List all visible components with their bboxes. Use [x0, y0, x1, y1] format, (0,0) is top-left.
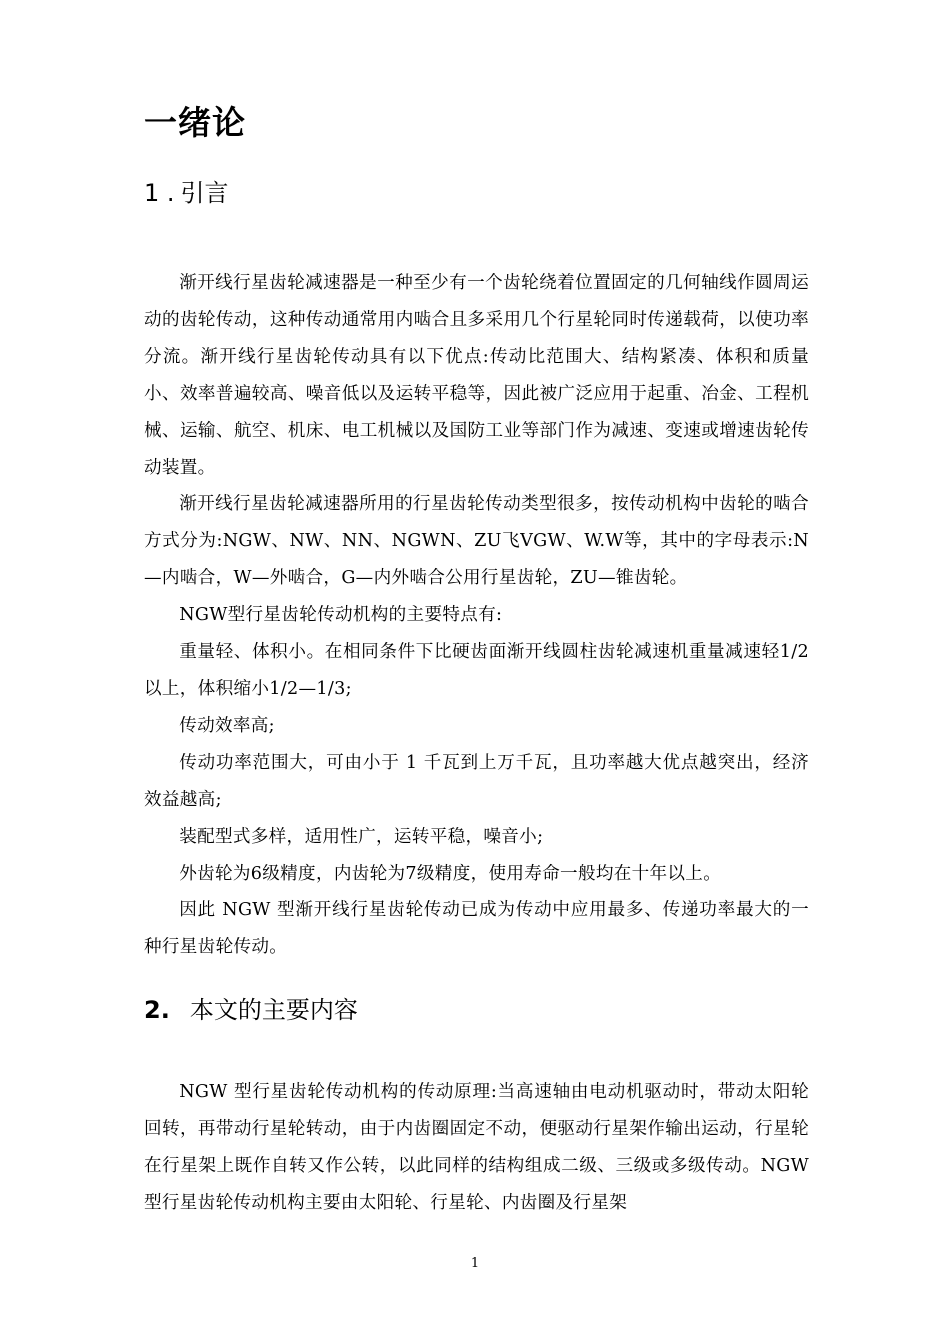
section-heading-main-content — [144, 993, 358, 1027]
paragraph: 渐开线行星齿轮减速器是一种至少有一个齿轮绕着位置固定的几何轴线作圆周运动的齿轮传动，这种传动通常用内啮合且多采用几个行星轮同时传递载荷，以使功率分流。渐开线行星齿轮传动具有以下优点:传动比范围大、结构紧凑、体积和质量小、效率普遍较高、噪音低以及运转平稳等，因此被广泛应用于起重、冶金、工程机械、运输、航空、机床、电工机械以及国防工业等部门作为减速、变速或增速齿轮传动装置。 — [144, 273, 809, 478]
paragraph: 装配型式多样，适用性广，运转平稳，噪音小; — [179, 826, 544, 847]
paragraph: 外齿轮为6级精度，内齿轮为7级精度，使用寿命一般均在十年以上。 — [179, 863, 722, 884]
paragraph: 传动效率高; — [179, 715, 275, 736]
section-title-text: 本文的主要内容 — [189, 996, 358, 1024]
section-number: 1 . — [144, 179, 175, 207]
paragraph: 传动功率范围大，可由小于 1 千瓦到上万千瓦，且功率越大优点越突出，经济效益越高; — [144, 752, 809, 810]
section-number: 2. — [144, 996, 170, 1024]
paragraph: 重量轻、体积小。在相同条件下比硬齿面渐开线圆柱齿轮减速机重量减速轻1/2以上，体积缩小1/2—1/3; — [144, 642, 809, 699]
chapter-title: 一绪论 — [144, 103, 246, 142]
section-heading-intro — [144, 176, 229, 210]
paragraph: 渐开线行星齿轮减速器所用的行星齿轮传动类型很多，按传动机构中齿轮的啮合方式分为:NGW、NW、NN、NGWN、ZU飞VGW、W.W等，其中的字母表示:N—内啮合，W—外啮合，G—内外啮合公用行星齿轮，ZU—锥齿轮。 — [144, 494, 809, 589]
section-body-main-content — [144, 1074, 809, 1222]
page-number: 1 — [470, 1256, 480, 1271]
section-body-intro — [144, 265, 809, 966]
paragraph: NGW型行星齿轮传动机构的主要特点有: — [179, 605, 503, 626]
paragraph: 因此 NGW 型渐开线行星齿轮传动已成为传动中应用最多、传递功率最大的一种行星齿轮传动。 — [144, 900, 809, 958]
paragraph: NGW 型行星齿轮传动机构的传动原理:当高速轴由电动机驱动时，带动太阳轮回转，再带动行星轮转动，由于内齿圈固定不动，便驱动行星架作输出运动，行星轮在行星架上既作自转又作公转，以此同样的结构组成二级、三级或多级传动。NGW型行星齿轮传动机构主要由太阳轮、行星轮、内齿圈及行星架 — [144, 1082, 809, 1213]
section-title-text: 引言 — [180, 179, 229, 207]
